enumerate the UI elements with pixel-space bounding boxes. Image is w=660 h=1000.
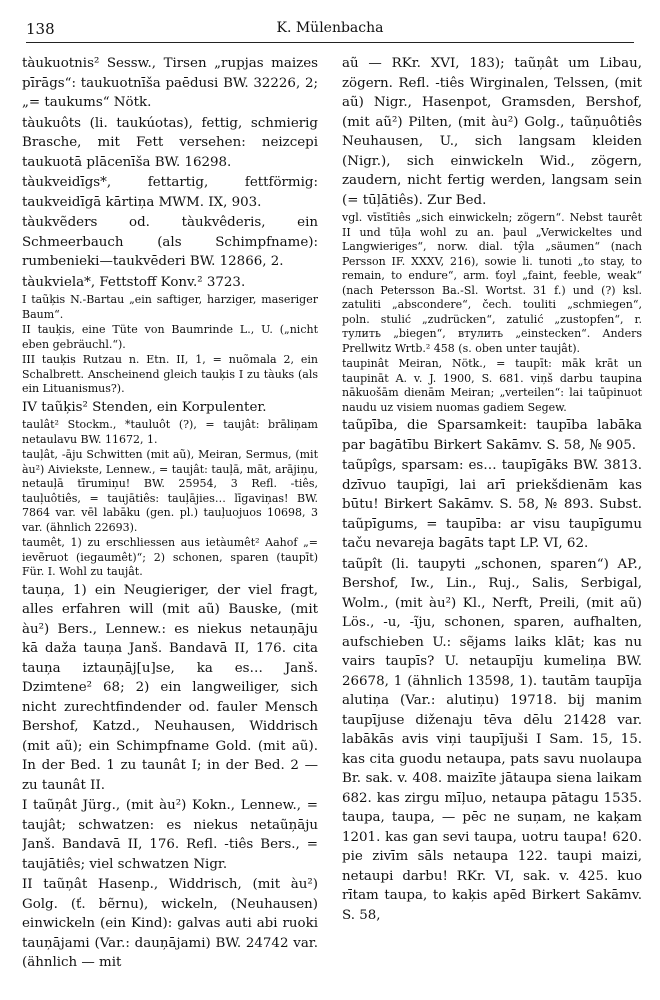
entry-taunat-2: II taũņât Hasenp., Widdrisch, (mit àu²) Golg. (ť. bẽrnu), wickeln, (Neuhausen) einwickeln (ein Kind): galvas auti abi ruoki tauņājami (Var.: dauņājami) BW. 24742 var. (ähnlich — mit [22,877,318,970]
entry-taukveders: tàukvẽders od. tàukvêderis, ein Schmeerbauch (als Schimpfname): rumbenieki—taukvēderi BW. 12866, 2. [22,215,318,269]
entry-taukis-3: III tauķis Rutzau n. Etn. II, 1, = nuõmala 2, ein Schalbrett. Anscheinend gleich tauķis I zu tàuks (als ein Lituanismus?). [22,353,318,395]
entry-taukis-4: IV taũķis² Stenden, ein Korpulenter. [22,399,267,415]
entry-taunat-2-continued: aũ — RKr. XVI, 183); taũņât um Libau, zögern. Refl. -tiês Wirginalen, Telssen, (mit aũ) Nigr., Hasenpot, Gramsden, Bershof, (mit aũ²) Pilten, (mit àu²) Golg., taũņuôtiês Neuhausen, U., sich langsam kleiden (Nigr.), sich einwickeln Wid., zögern, zaudern, nicht fertig werden, langsam sein (= tūļātiês). Zur Bed. [342,56,642,208]
entry-taukviela: tàukviela*, Fettstoff Konv.² 3723. [22,274,246,290]
entry-taukuotnis: tàukuotnis² Sessw., Tirsen „rupjas maizes pīrāgs“: taukuotnīša paēdusi BW. 32226, 2; „= taukums“ Nötk. [22,56,318,110]
entry-taukis-1: I taũķis N.-Bartau „ein saftiger, harziger, maseriger Baum“. [22,293,318,321]
right-column [342,54,642,994]
entry-taukis-2: II tauķis, eine Tüte von Baumrinde L., U. („nicht eben gebräuchl.“). [22,323,318,351]
entry-taulat-2: tauļât, -āju Schwitten (mit aũ), Meiran, Sermus, (mit àu²) Aiviekste, Lennew., = taujât: tauļā, māt, arājiņu, netauļā tīrumiņu! BW. 25954, 3 Refl. -tiês, tauļuôtiês, = taujātiês: tauļājies… līgaviņas! BW. 7864 var. vēl labāku (gen. pl.) tauļuojuos 10698, 3 var. (ähnlich 22693). [22,448,318,534]
entry-taupinat: taupinât Meiran, Nötk., = taupīt: māk krāt un taupināt A. v. J. 1900, S. 681. viņš darbu taupina nākuošām dienām Meiran; „verteilen“: lai taūpinuot naudu uz visiem nuomas gadiem Segew. [342,357,642,414]
entry-taumet: taumêt, 1) zu erschliessen aus ietàumêt² Aahof „= ievẽruot (iegaumêt)“; 2) schonen, sparen (taupīt) Für. I. Wohl zu taujât. [22,536,318,578]
etymology-note: vgl. vīstītiês „sich einwickeln; zögern“. Nebst taurêt II und tūļa wohl zu an. þaul „Verwickeltes und Langwieriges“, norw. dial. tŷla „säumen“ (nach Persson IF. XXXV, 216), sowie li. tunoti „to stay, to remain, to endure“, arm. ťoyl „faint, feeble, weak“ (nach Petersson Ba.-Sl. Wortst. 31 f.) und (?) ksl. zatuliti „abscondere“, čech. touliti „schmiegen“, poln. stulić „zudrücken“, zatulić „zustopfen“, r. тулить „biegen“, втулить „einstecken“. Anders Prellwitz Wrtb.² 458 (s. oben unter taujât). [342,211,642,355]
entry-taulat: taulât² Stockm., *tauluôt (?), = taujât: brāliņam netaulavu BW. 11672, 1. [22,418,318,446]
entry-taupit: taũpît (li. taupyti „schonen, sparen“) AP., Bershof, Iw., Lin., Ruj., Salis, Serbigal, Wolm., (mit àu²) Kl., Nerft, Preili, (mit aũ) Lös., -u, -ĩju, schonen, sparen, aufhalten, aufschieben U.: sẽjams laiks klāt; kas nu vairs taupīs? U. netaupīju kumeliņa BW. 26678, 1 (ähnlich 13598, 1). tautām taupīja alutiņa (Var.: alutiņu) 19718. bij manim taupījuse diženaju tēva dēlu 21428 var. labākās avis viņi taupījuši I Sam. 15, 15. kas cita guodu netaupa, pats savu nuolaupa Br. sak. v. 408. maizīte jātaupa siena laikam 682. kas zirgu mīļuo, netaupa pātagu 1535. taupa, taupa, — pēc ne suņam, ne kaķam 1201. kas gan sevi taupa, uotru taupa! 620. pie zivīm sāls netaupa 122. taupi maizi, netaupi darbu! RKr. VI, sak. v. 425. kuo rītam taupa, to kaķis apēd Birkert Sakāmv. S. 58, [342,556,642,923]
entry-taukuots: tàukuôts (li. taukúotas), fettig, schmierig Brasche, mit Fett versehen: neizcepi taukuotā plācenīša BW. 16298. [22,115,318,170]
entry-taupiba: taũpība, die Sparsamkeit: taupība labāka par bagātību Birkert Sakāmv. S. 58, № 905. [342,418,642,453]
entry-taukveidigs: tàukveidīgs*, fettartig, fettförmig: taukveidīgā kārtiņa MWM. IX, 903. [22,175,318,210]
page-number: 138 [26,20,55,38]
entry-taunat-1: I taũņât Jürg., (mit àu²) Kokn., Lennew., = taujât; schwatzen: es niekus netaũņāju Janš. Bandavā II, 176. Refl. -tiês Bers., = taujātiês; viel schwatzen Nigr. [22,798,318,872]
page-header [26,18,634,43]
entry-taupigs: taũpîgs, sparsam: es… taupīgāks BW. 3813. dzīvuo taupīgi, lai arī priekšdienām kas būtu! Birkert Sakāmv. S. 58, № 893. Subst. taũpīgums, = taupība: ar visu taupīgumu taču nevareja bagāts tapt LP. VI, 62. [342,458,642,551]
left-column [22,54,318,994]
entry-tauna: tauņa, 1) ein Neugieriger, der viel fragt, alles erfahren will (mit aũ) Bauske, (mit àu²) Bers., Lennew.: es niekus netauņāju kā daža tauņa Janš. Bandavā II, 176. cita tauņa iztauņāj[u]se, ka es… Janš. Dzimtene² 68; 2) ein langweiliger, sich nicht zurechtfindender od. fauler Mensch Bershof, Katzd., Neuhausen, Widdrisch (mit aũ); ein Schimpfname Gold. (mit aũ). In der Bed. 1 zu taunât I; in der Bed. 2 — zu taunât II. [22,582,318,793]
running-title: K. Mülenbacha [276,20,384,36]
